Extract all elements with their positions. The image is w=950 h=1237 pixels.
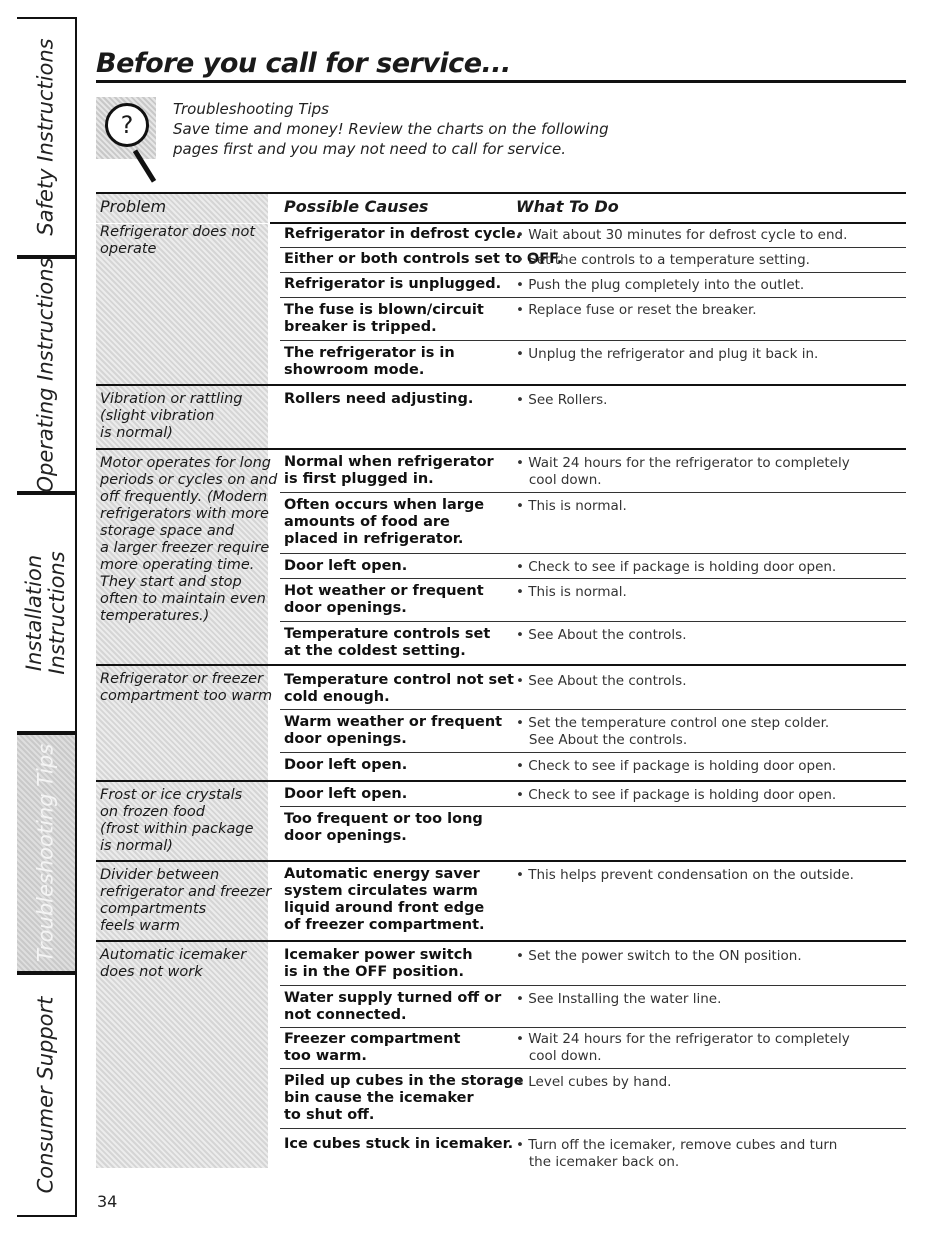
problem-text: Frost or ice crystals on frozen food (frost within package is normal) <box>100 787 254 854</box>
row-rule <box>280 985 906 986</box>
cause-text: Door left open. <box>284 757 408 773</box>
cause-text: The refrigerator is in showroom mode. <box>284 345 455 378</box>
problem-text: Refrigerator does not operate <box>100 224 256 257</box>
problem-cell <box>96 782 268 860</box>
cause-text: Automatic energy saver system circulates warm liquid around front edge of freezer compartment. <box>284 866 485 933</box>
question-magnifier-icon: ? <box>105 103 149 147</box>
todo-text: • See Rollers. <box>516 392 608 408</box>
cause-text: Often occurs when large amounts of food are placed in refrigerator. <box>284 497 485 547</box>
problem-text: Divider between refrigerator and freezer compartments feels warm <box>100 867 272 934</box>
row-rule <box>280 621 906 622</box>
cause-text: Piled up cubes in the storage bin cause the icemaker to shut off. <box>284 1073 524 1123</box>
todo-text: • This is normal. <box>516 498 627 514</box>
todo-text: • Push the plug completely into the outlet. <box>516 277 805 293</box>
problem-text: Motor operates for long periods or cycles on and off frequently. (Modern refrigerators with more storage space and a larger freezer require more operating time. They start and stop often to maintain even temperatures.) <box>100 455 278 624</box>
todo-text: • Unplug the refrigerator and plug it back in. <box>516 346 819 362</box>
tips-heading: Troubleshooting Tips <box>173 100 329 118</box>
todo-text: • Set the temperature control one step colder. See About the controls. <box>516 715 830 748</box>
problem-text: Vibration or rattling (slight vibration is normal) <box>100 391 243 441</box>
problem-cell <box>96 450 278 664</box>
problem-cell <box>96 862 272 940</box>
todo-header: What To Do <box>516 197 619 216</box>
problem-cell <box>96 224 268 384</box>
tab-consumer-support[interactable] <box>17 973 77 1217</box>
todo-text: • Wait about 30 minutes for defrost cycle to end. <box>516 227 848 243</box>
tab-label: Troubleshooting Tips <box>33 743 58 963</box>
cause-text: Door left open. <box>284 558 408 574</box>
problem-header-cell <box>96 194 268 223</box>
row-rule <box>280 578 906 579</box>
problem-text: Automatic icemaker does not work <box>100 947 247 980</box>
tab-installation-instructions[interactable] <box>17 493 77 733</box>
todo-text: • Wait 24 hours for the refrigerator to completely cool down. <box>516 455 850 488</box>
todo-text: • See About the controls. <box>516 673 687 689</box>
side-tabs <box>17 17 77 1217</box>
title-rule <box>96 80 906 83</box>
causes-header: Possible Causes <box>284 197 429 216</box>
tab-troubleshooting-tips[interactable] <box>17 733 77 973</box>
cause-text: Water supply turned off or not connected. <box>284 990 502 1023</box>
group-rule <box>96 940 906 942</box>
row-rule <box>280 1027 906 1028</box>
page-title: Before you call for service... <box>96 48 511 79</box>
tips-line: pages first and you may not need to call for service. <box>173 140 566 158</box>
problem-cell <box>96 666 273 780</box>
todo-text: • Turn off the icemaker, remove cubes and turn the icemaker back on. <box>516 1137 838 1170</box>
cause-text: Refrigerator in defrost cycle. <box>284 226 522 242</box>
problem-cell <box>96 386 268 448</box>
cause-text: Door left open. <box>284 786 408 802</box>
cause-text: Warm weather or frequent door openings. <box>284 714 503 747</box>
row-rule <box>280 492 906 493</box>
tab-label: Operating Instructions <box>33 257 58 493</box>
row-rule <box>280 297 906 298</box>
todo-text: • Wait 24 hours for the refrigerator to completely cool down. <box>516 1031 850 1064</box>
row-rule <box>280 752 906 753</box>
cause-text: Ice cubes stuck in icemaker. <box>284 1136 514 1152</box>
tab-label: Safety Instructions <box>33 38 58 236</box>
cause-text: Rollers need adjusting. <box>284 391 474 407</box>
group-rule <box>96 384 906 386</box>
row-rule <box>280 553 906 554</box>
todo-text: • Replace fuse or reset the breaker. <box>516 302 757 318</box>
tab-safety-instructions[interactable] <box>17 17 77 257</box>
problem-cell <box>96 942 268 1168</box>
cause-text: Freezer compartment too warm. <box>284 1031 461 1064</box>
header-rule <box>270 222 906 224</box>
todo-text: • Check to see if package is holding door open. <box>516 559 837 575</box>
group-rule <box>96 780 906 782</box>
problem-header: Problem <box>100 197 167 216</box>
todo-text: • Check to see if package is holding door open. <box>516 787 837 803</box>
todo-text: • See About the controls. <box>516 627 687 643</box>
todo-text: • Level cubes by hand. <box>516 1074 672 1090</box>
todo-text: • This helps prevent condensation on the outside. <box>516 867 854 883</box>
row-rule <box>280 806 906 807</box>
todo-text: • Check to see if package is holding door open. <box>516 758 837 774</box>
todo-text: • This is normal. <box>516 584 627 600</box>
tab-operating-instructions[interactable] <box>17 257 77 493</box>
page-number: 34 <box>97 1192 118 1211</box>
cause-text: Temperature control not set cold enough. <box>284 672 514 705</box>
row-rule <box>280 247 906 248</box>
tab-label: Installation Instructions <box>22 551 69 675</box>
cause-text: The fuse is blown/circuit breaker is tripped. <box>284 302 484 335</box>
cause-text: Icemaker power switch is in the OFF position. <box>284 947 473 980</box>
group-rule <box>96 860 906 862</box>
tab-label: Consumer Support <box>33 996 58 1194</box>
todo-text: • See Installing the water line. <box>516 991 722 1007</box>
problem-text: Refrigerator or freezer compartment too warm <box>100 671 273 704</box>
cause-text: Hot weather or frequent door openings. <box>284 583 484 616</box>
cause-text: Temperature controls set at the coldest setting. <box>284 626 491 659</box>
cause-text: Refrigerator is unplugged. <box>284 276 502 292</box>
row-rule <box>280 340 906 341</box>
cause-text: Either or both controls set to OFF. <box>284 251 563 267</box>
group-rule <box>96 448 906 450</box>
row-rule <box>280 1068 906 1069</box>
row-rule <box>280 709 906 710</box>
cause-text: Normal when refrigerator is first plugged in. <box>284 454 494 487</box>
row-rule <box>280 272 906 273</box>
cause-text: Too frequent or too long door openings. <box>284 811 483 844</box>
tips-intro <box>173 99 609 159</box>
tips-line: Save time and money! Review the charts on the following <box>173 120 609 138</box>
todo-text: • Set the power switch to the ON position. <box>516 948 802 964</box>
row-rule <box>280 1128 906 1129</box>
todo-text: • Set the controls to a temperature setting. <box>516 252 810 268</box>
group-rule <box>96 664 906 666</box>
